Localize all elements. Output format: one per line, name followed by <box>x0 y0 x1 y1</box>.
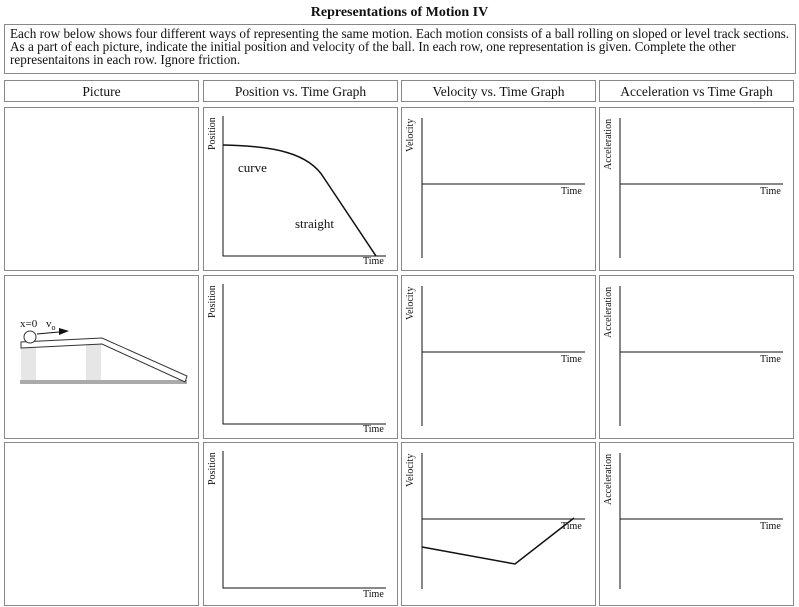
picture-cell-row1[interactable] <box>4 107 199 271</box>
x0-label: x=0 <box>20 318 38 330</box>
straight-label: straight <box>295 216 334 231</box>
curve-label: curve <box>238 160 267 175</box>
header-picture: Picture <box>4 80 199 102</box>
y-axis-label: Velocity <box>405 453 416 487</box>
position-graph-row1 <box>203 107 398 271</box>
y-axis-label: Position <box>207 285 218 318</box>
velocity-graph-row1[interactable] <box>401 107 596 271</box>
y-axis-label: Acceleration <box>603 286 614 338</box>
position-graph-row2[interactable] <box>203 275 398 439</box>
x-axis-label: Time <box>561 186 582 197</box>
position-graph-row3[interactable] <box>203 442 398 606</box>
track-diagram <box>5 276 200 440</box>
x-axis-label: Time <box>363 424 384 435</box>
velocity-curve <box>422 518 574 564</box>
y-axis-label: Acceleration <box>603 118 614 170</box>
v0-subscript: o <box>51 323 56 333</box>
velocity-graph-row2[interactable] <box>401 275 596 439</box>
y-axis-label: Position <box>207 117 218 150</box>
header-velocity: Velocity vs. Time Graph <box>401 80 596 102</box>
y-axis-label: Acceleration <box>603 453 614 505</box>
y-axis-label: Velocity <box>405 118 416 152</box>
v0-label: v <box>46 318 52 330</box>
y-axis-label: Velocity <box>405 286 416 320</box>
page-title: Representations of Motion IV <box>310 5 489 20</box>
x-axis-label: Time <box>363 256 384 267</box>
x-axis-label: Time <box>760 354 781 365</box>
acceleration-graph-row2[interactable] <box>599 275 794 439</box>
x-axis-label: Time <box>760 186 781 197</box>
position-graph <box>204 108 399 272</box>
x-axis-label: Time <box>561 521 582 532</box>
picture-cell-row2 <box>4 275 199 439</box>
arrow-icon <box>59 328 69 335</box>
x-axis-label: Time <box>363 589 384 600</box>
header-acceleration: Acceleration vs Time Graph <box>599 80 794 102</box>
velocity-graph-row3 <box>401 442 596 606</box>
y-axis-label: Position <box>207 452 218 485</box>
picture-cell-row3[interactable] <box>4 442 199 606</box>
acceleration-graph-row1[interactable] <box>599 107 794 271</box>
header-position: Position vs. Time Graph <box>203 80 398 102</box>
x-axis-label: Time <box>760 521 781 532</box>
instructions: Each row below shows four different ways of representing the same motion. Each motion consists of a ball rolling on sloped or level track sections. As a part of each picture, indicate the initial position and velocity of the ball. In each row, one representation is given. Complete the other representaitons in each row. Ignore friction. <box>4 24 796 74</box>
acceleration-graph-row3[interactable] <box>599 442 794 606</box>
ball <box>24 331 36 343</box>
x-axis-label: Time <box>561 354 582 365</box>
